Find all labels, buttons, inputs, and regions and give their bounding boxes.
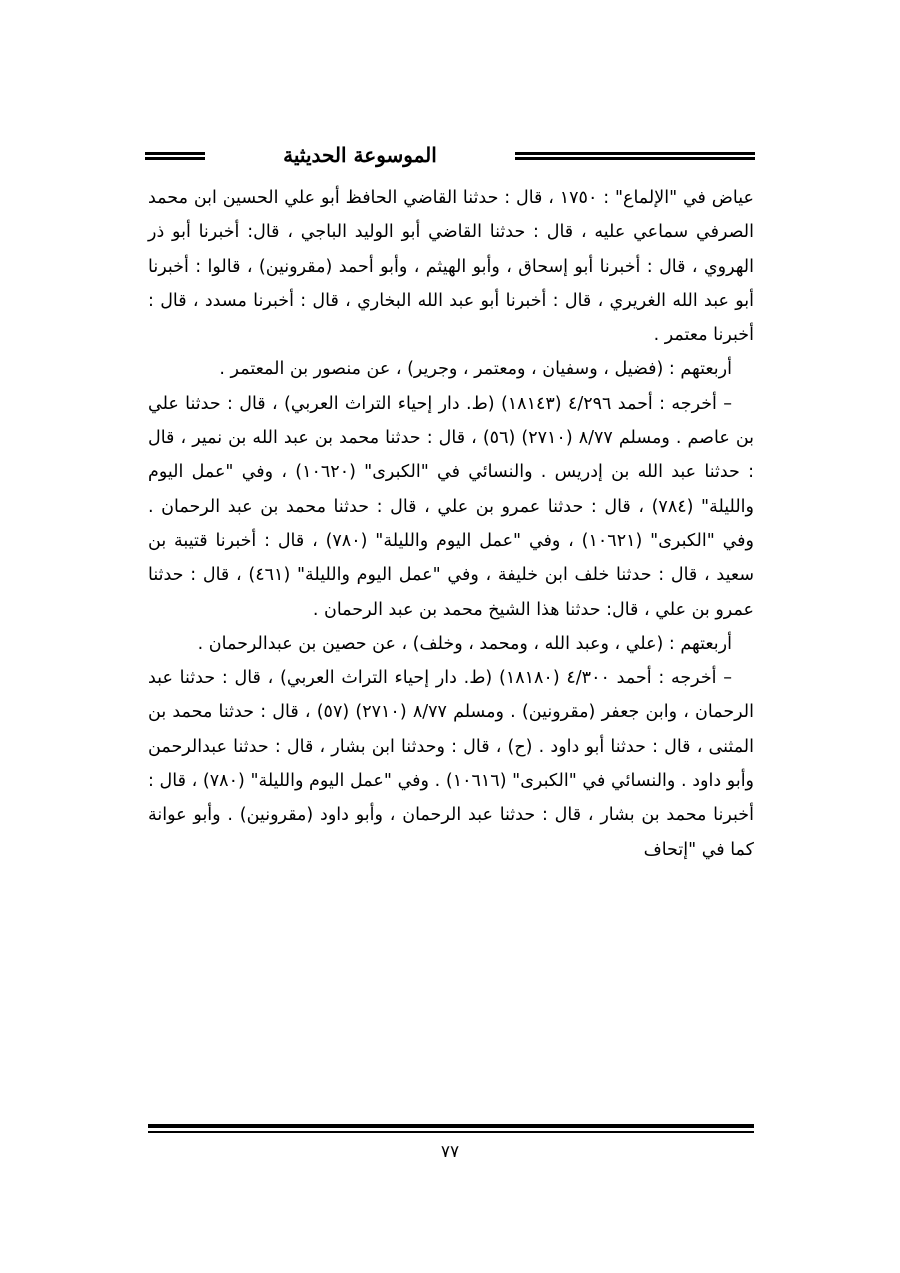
body-text — [148, 181, 754, 867]
page-number: ٧٧ — [440, 1142, 460, 1162]
running-header — [145, 140, 755, 174]
footer-rule-thick — [148, 1124, 754, 1128]
header-rule-right — [515, 152, 755, 160]
paragraph-2: أربعتهم : (فضيل ، وسفيان ، ومعتمر ، وجرير) ، عن منصور بن المعتمر . — [219, 359, 732, 380]
paragraph-3: – أخرجه : أحمد ٤/٢٩٦ (١٨١٤٣) (ط. دار إحياء التراث العربي) ، قال : حدثنا علي بن عاصم . ومسلم ٨/٧٧ (٢٧١٠) (٥٦) ، قال : حدثنا محمد بن عبد الله بن نمير ، قال : حدثنا عبد الله بن إدريس . والنسائي في "الكبرى" (١٠٦٢٠) ، وفي "عمل اليوم والليلة" (٧٨٤) ، قال : حدثنا عمرو بن علي ، قال : حدثنا محمد بن عبد الرحمان . وفي "الكبرى" (١٠٦٢١) ، وفي "عمل اليوم والليلة" (٧٨٠) ، قال : أخبرنا قتيبة بن سعيد ، قال : حدثنا خلف ابن خليفة ، وفي "عمل اليوم والليلة" (٤٦١) ، قال : حدثنا عمرو بن علي ، قال: حدثنا هذا الشيخ محمد بن عبد الرحمان . — [148, 393, 755, 620]
header-rule-left — [145, 152, 205, 160]
paragraph-5: – أخرجه : أحمد ٤/٣٠٠ (١٨١٨٠) (ط. دار إحياء التراث العربي) ، قال : حدثنا عبد الرحمان ، وابن جعفر (مقرونين) . ومسلم ٨/٧٧ (٢٧١٠) (٥٧) ، قال : حدثنا محمد بن المثنى ، قال : حدثنا أبو داود . (ح) ، قال : وحدثنا ابن بشار ، قال : حدثنا عبدالرحمن وأبو داود . والنسائي في "الكبرى" (١٠٦١٦) . وفي "عمل اليوم والليلة" (٧٨٠) ، قال : أخبرنا محمد بن بشار ، قال : حدثنا عبد الرحمان ، وأبو داود (مقرونين) . وأبو عوانة كما في "إتحاف — [148, 668, 755, 860]
paragraph-1: عياض في "الإلماع" : ١٧٥٠ ، قال : حدثنا القاضي الحافظ أبو علي الحسين ابن محمد الصرفي سماعي عليه ، قال : حدثنا القاضي أبو الوليد الباجي ، قال: أخبرنا أبو ذر الهروي ، قال : أخبرنا أبو إسحاق ، وأبو الهيثم ، وأبو أحمد (مقرونين) ، قالوا : أخبرنا أبو عبد الله الغريري ، قال : أخبرنا أبو عبد الله البخاري ، قال : أخبرنا مسدد ، قال : أخبرنا معتمر . — [148, 188, 754, 346]
header-title: الموسوعة الحديثية — [283, 143, 437, 167]
footer-rule-thin — [148, 1131, 754, 1133]
paragraph-4: أربعتهم : (علي ، وعبد الله ، ومحمد ، وخلف) ، عن حصين بن عبدالرحمان . — [197, 633, 732, 654]
